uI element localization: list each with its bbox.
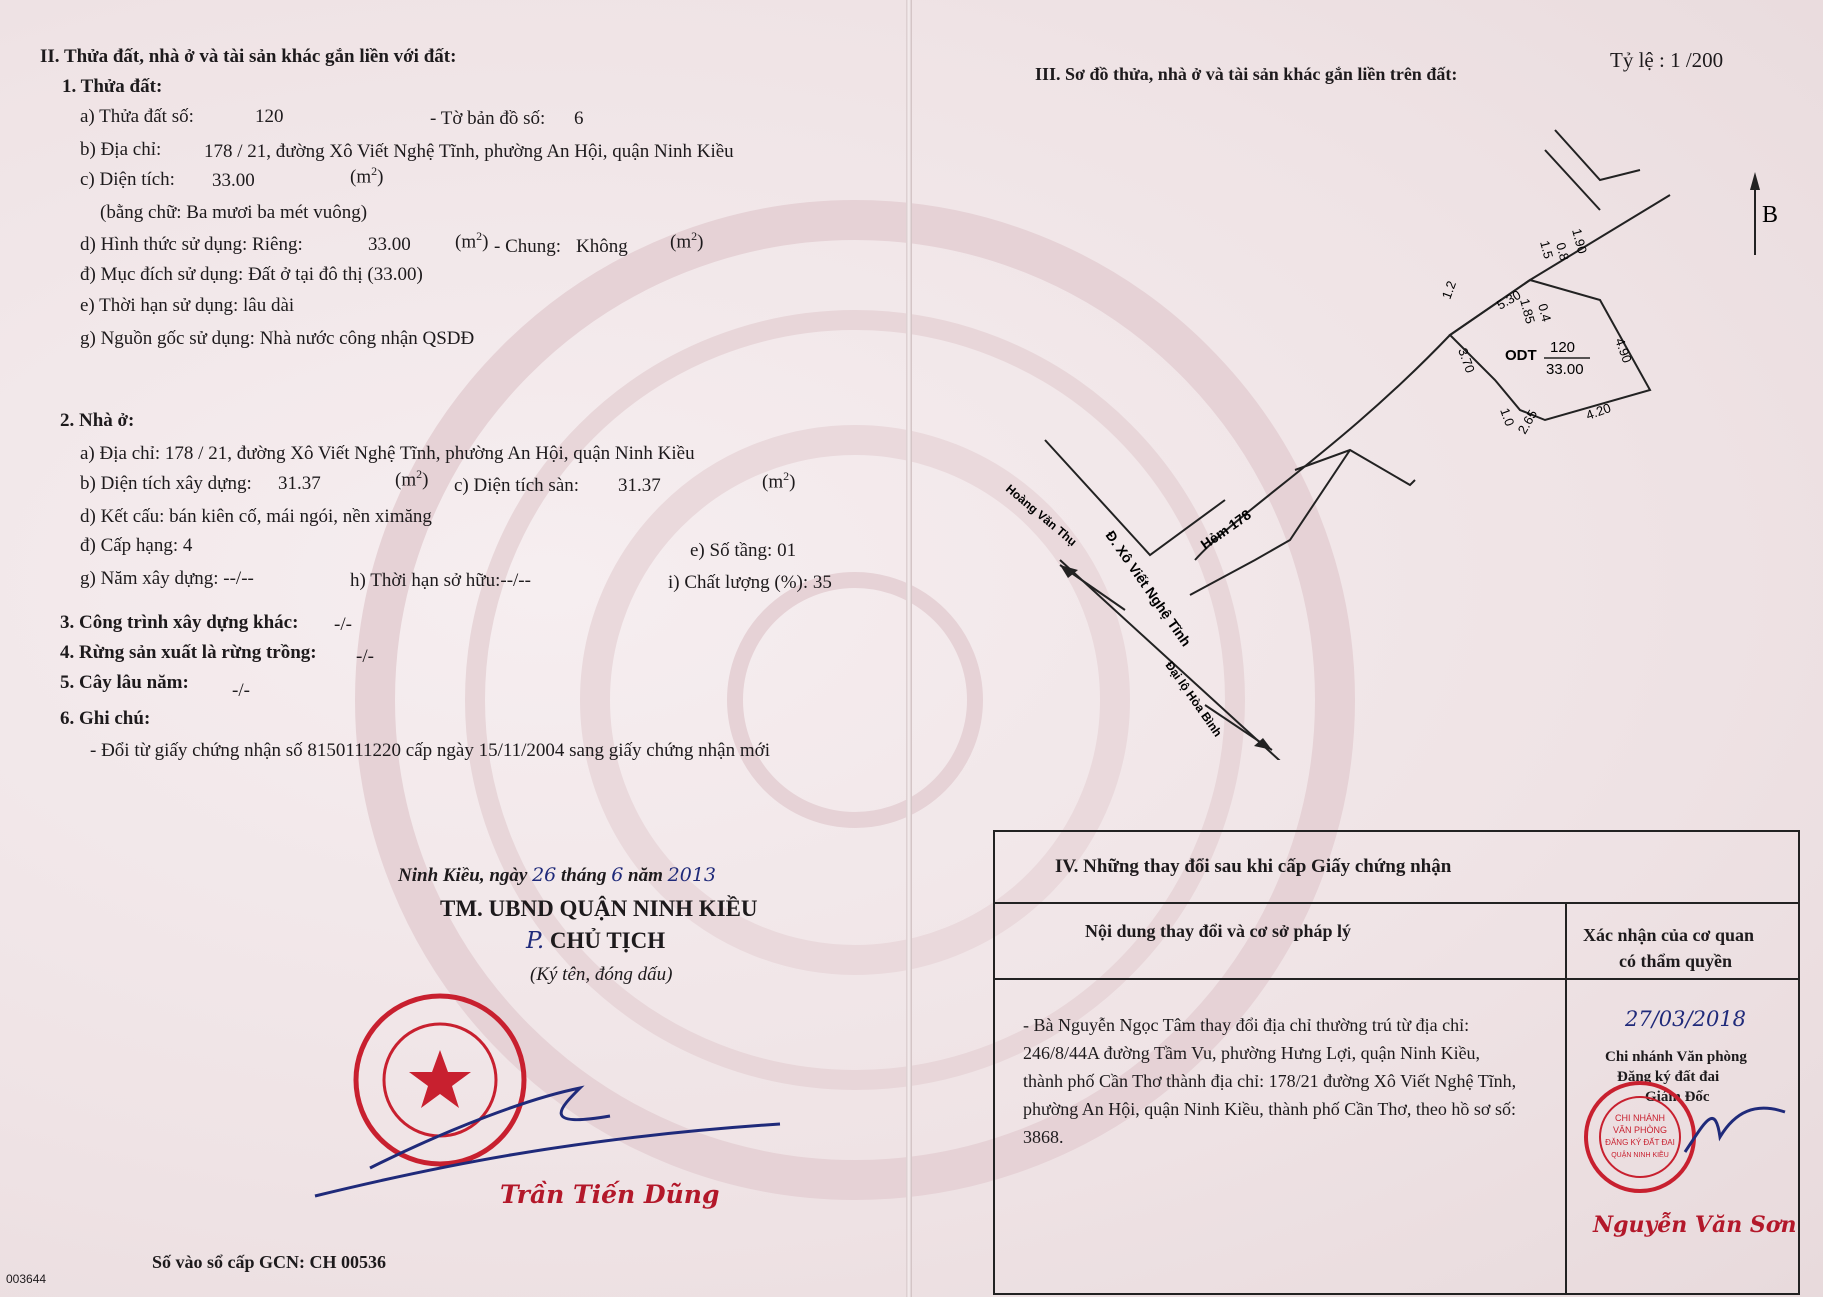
signatory-role: P. CHỦ TỊCH bbox=[526, 928, 666, 954]
house-ownership-term: h) Thời hạn sở hữu:--/-- bbox=[350, 570, 531, 591]
usage-form-label: d) Hình thức sử dụng: Riêng: bbox=[80, 234, 303, 255]
area-in-words: (bằng chữ: Ba mươi ba mét vuông) bbox=[100, 202, 368, 223]
address-label: b) Địa chỉ: bbox=[80, 139, 162, 160]
changes-col-header: Nội dung thay đổi và cơ sở pháp lý bbox=[1085, 921, 1352, 941]
dim-label: 5.30 bbox=[1494, 286, 1524, 313]
dim-label: 1.2 bbox=[1438, 278, 1460, 302]
director-name: Nguyễn Văn Sơn bbox=[1593, 1212, 1797, 1238]
dim-label: 3.70 bbox=[1455, 345, 1478, 375]
land-purpose: đ) Mục đích sử dụng: Đất ở tại đô thị (33.00) bbox=[80, 264, 423, 285]
stamp-text: ĐĂNG KÝ ĐẤT ĐAI bbox=[1605, 1138, 1675, 1147]
area-label: c) Diện tích: bbox=[80, 169, 175, 190]
parcel-area: 33.00 bbox=[1546, 361, 1584, 378]
build-area-unit: $(m^2)$ bbox=[395, 467, 429, 491]
dim-label: 1.85 bbox=[1517, 296, 1539, 326]
chairman-name: Trần Tiến Dũng bbox=[500, 1180, 720, 1209]
office-line3: Giám Đốc bbox=[1645, 1089, 1710, 1105]
parcel-no-value: 120 bbox=[255, 106, 284, 127]
build-area-value: 31.37 bbox=[278, 473, 321, 494]
land-term: e) Thời hạn sử dụng: lâu dài bbox=[80, 295, 295, 316]
section3-heading: III. Sơ đồ thửa, nhà ở và tài sản khác gắn liền trên đất: bbox=[1035, 64, 1458, 84]
area-unit: $(m^2)$ bbox=[350, 164, 384, 188]
usage-common-value: Không bbox=[576, 236, 628, 257]
stamp-text: VĂN PHÒNG bbox=[1612, 1125, 1668, 1135]
parcel-sketch bbox=[960, 120, 1800, 760]
floor-area-label: c) Diện tích sàn: bbox=[454, 475, 580, 496]
trees-label: 5. Cây lâu năm: bbox=[60, 672, 189, 693]
confirmation-col-header-line1: Xác nhận của cơ quan bbox=[1583, 925, 1755, 945]
parcel-no-label: a) Thửa đất số: bbox=[80, 106, 194, 127]
land-title: 1. Thửa đất: bbox=[62, 76, 163, 97]
change-entry-line: 246/8/44A đường Tầm Vu, phường Hưng Lợi, quận Ninh Kiều, bbox=[1023, 1043, 1481, 1063]
changes-table bbox=[993, 830, 1800, 1295]
serial-number: 003644 bbox=[6, 1272, 47, 1286]
trees-value: -/- bbox=[232, 680, 250, 701]
forest-label: 4. Rừng sản xuất là rừng trồng: bbox=[60, 642, 317, 663]
dim-label: 2.65 bbox=[1514, 407, 1541, 437]
change-entry-line: - Bà Nguyễn Ngọc Tâm thay đổi địa chỉ thường trú từ địa chỉ: bbox=[1023, 1015, 1470, 1035]
usage-common-unit: $(m^2)$ bbox=[670, 229, 704, 253]
dim-label: 4.20 bbox=[1583, 400, 1613, 423]
street-label: Hoàng Văn Thụ bbox=[1003, 481, 1080, 549]
issuing-org: TM. UBND QUẬN NINH KIỀU bbox=[440, 896, 758, 921]
floor-area-value: 31.37 bbox=[618, 475, 661, 496]
forest-value: -/- bbox=[356, 646, 374, 667]
address-value: 178 / 21, đường Xô Viết Nghệ Tĩnh, phường An Hội, quận Ninh Kiều bbox=[204, 141, 734, 162]
dim-label: 1.5 bbox=[1537, 238, 1557, 261]
house-title: 2. Nhà ở: bbox=[60, 410, 135, 431]
floor-area-unit: $(m^2)$ bbox=[762, 469, 796, 493]
dim-label: 0.8 bbox=[1553, 240, 1573, 263]
map-sheet-value: 6 bbox=[574, 108, 584, 129]
notes-title: 6. Ghi chú: bbox=[60, 708, 151, 729]
usage-private-value: 33.00 bbox=[368, 234, 411, 255]
change-entry-line: phường An Hội, quận Ninh Kiều, thành phố Cần Thơ, theo hồ sơ số: bbox=[1023, 1099, 1516, 1119]
street-label: Đ. Xô Viết Nghệ Tĩnh bbox=[1102, 527, 1195, 650]
center-fold bbox=[906, 0, 912, 1297]
registry-number: Số vào sổ cấp GCN: CH 00536 bbox=[152, 1252, 387, 1272]
parcel-number: 120 bbox=[1550, 339, 1576, 356]
notes-value: - Đổi từ giấy chứng nhận số 8150111220 cấp ngày 15/11/2004 sang giấy chứng nhận mới bbox=[90, 740, 770, 761]
stamp-text: QUẬN NINH KIỀU bbox=[1611, 1152, 1669, 1159]
house-structure: d) Kết cấu: bán kiên cố, mái ngói, nền ximăng bbox=[80, 506, 432, 527]
north-label: B bbox=[1762, 202, 1779, 228]
map-scale: Tỷ lệ : 1 /200 bbox=[1610, 48, 1724, 72]
other-construction-label: 3. Công trình xây dựng khác: bbox=[60, 612, 299, 633]
street-label: Hẻm 178 bbox=[1197, 506, 1254, 553]
dim-label: 1.90 bbox=[1569, 226, 1591, 256]
director-signature bbox=[1675, 1082, 1795, 1172]
build-area-label: b) Diện tích xây dựng: bbox=[80, 473, 252, 494]
dim-label: 0.4 bbox=[1535, 301, 1555, 324]
house-address: a) Địa chỉ: 178 / 21, đường Xô Viết Nghệ Tĩnh, phường An Hội, quận Ninh Kiều bbox=[80, 443, 695, 464]
house-year: g) Năm xây dựng: --/-- bbox=[80, 568, 254, 589]
other-construction-value: -/- bbox=[334, 614, 352, 635]
usage-common-label: - Chung: bbox=[494, 236, 562, 257]
stamp-text: CHI NHÁNH bbox=[1614, 1113, 1666, 1123]
dim-label: 1.0 bbox=[1497, 405, 1518, 429]
house-floors: e) Số tầng: 01 bbox=[690, 540, 797, 561]
area-value: 33.00 bbox=[212, 170, 255, 191]
street-label: Đại lộ Hòa Bình bbox=[1162, 658, 1225, 740]
confirmation-col-header-line2: có thẩm quyền bbox=[1619, 951, 1733, 971]
sign-instruction: (Ký tên, đóng dấu) bbox=[530, 964, 673, 985]
land-origin: g) Nguồn gốc sử dụng: Nhà nước công nhận QSDĐ bbox=[80, 328, 475, 349]
sign-date: Ninh Kiều, ngày 26 tháng 6 năm 2013 bbox=[398, 864, 717, 886]
office-line2: Đăng ký đất đai bbox=[1617, 1069, 1720, 1085]
change-entry-line: 3868. bbox=[1023, 1127, 1064, 1147]
office-line1: Chi nhánh Văn phòng bbox=[1605, 1049, 1747, 1065]
dim-label: 4.90 bbox=[1612, 335, 1635, 365]
house-quality: i) Chất lượng (%): 35 bbox=[668, 572, 832, 593]
section2-heading: II. Thửa đất, nhà ở và tài sản khác gắn liền với đất: bbox=[40, 46, 457, 67]
change-entry-line: thành phố Cần Thơ thành địa chỉ: 178/21 đường Xô Viết Nghệ Tĩnh, bbox=[1023, 1071, 1517, 1091]
confirmation-date: 27/03/2018 bbox=[1625, 1007, 1747, 1031]
map-sheet-label: - Tờ bản đồ số: bbox=[430, 108, 546, 129]
house-grade: đ) Cấp hạng: 4 bbox=[80, 535, 193, 556]
usage-private-unit: $(m^2)$ bbox=[455, 229, 489, 253]
section4-heading: IV. Những thay đổi sau khi cấp Giấy chứng nhận bbox=[1055, 856, 1452, 877]
parcel-code: ODT bbox=[1505, 347, 1537, 364]
